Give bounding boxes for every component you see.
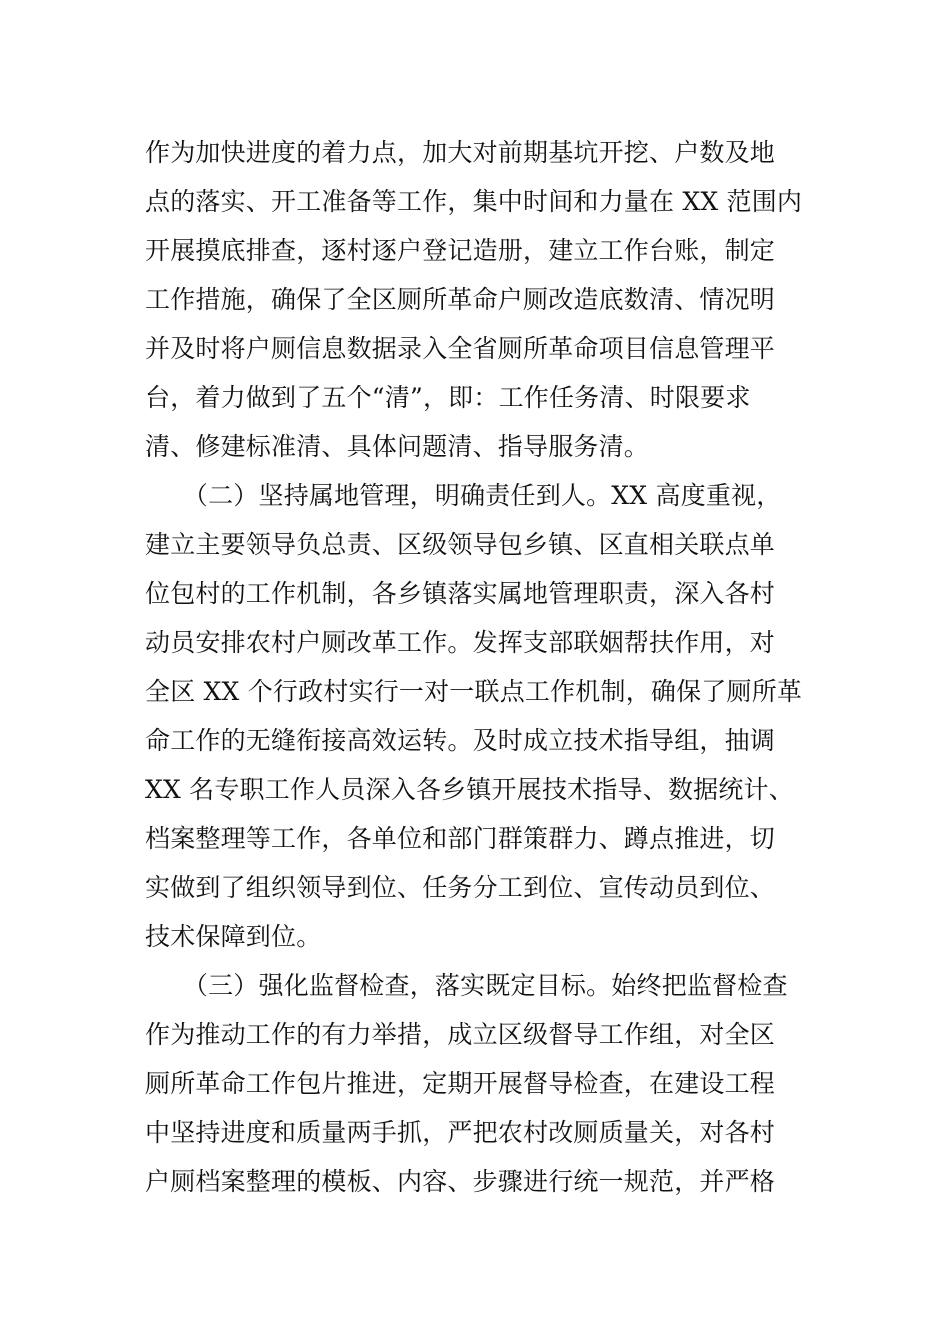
text-line: 点的落实、开工准备等工作，集中时间和力量在 XX 范围内 [145, 187, 803, 216]
text-line: 并及时将户厕信息数据录入全省厕所革命项目信息管理平 [145, 334, 776, 363]
text-line: 户厕档案整理的模板、内容、步骤进行统一规范，并严格 [145, 1167, 776, 1196]
text-line: 中坚持进度和质量两手抓，严把农村改厕质量关，对各村 [145, 1118, 776, 1147]
text-line: XX 名专职工作人员深入各乡镇开展技术指导、数据统计、 [145, 775, 794, 804]
text-line: 命工作的无缝衔接高效运转。及时成立技术指导组，抽调 [145, 726, 776, 755]
text-line: 厕所革命工作包片推进，定期开展督导检查，在建设工程 [145, 1069, 776, 1098]
text-line: 全区 XX 个行政村实行一对一联点工作机制，确保了厕所革 [145, 677, 803, 706]
text-line: 作为加快进度的着力点，加大对前期基坑开挖、户数及地 [145, 138, 776, 167]
text-line: 开展摸底排查，逐村逐户登记造册，建立工作台账，制定 [145, 236, 776, 265]
text-line: 动员安排农村户厕改革工作。发挥支部联姻帮扶作用，对 [145, 628, 776, 657]
body-text [145, 128, 810, 1206]
text-line: 建立主要领导负总责、区级领导包乡镇、区直相关联点单 [145, 530, 776, 559]
text-line: 技术保障到位。 [145, 922, 322, 951]
text-line: 档案整理等工作，各单位和部门群策群力、蹲点推进，切 [145, 824, 776, 853]
section-heading-line: （三）强化监督检查，落实既定目标。始终把监督检查 [145, 971, 788, 1000]
text-line: 工作措施，确保了全区厕所革命户厕改造底数清、情况明 [145, 285, 776, 314]
text-line: 清、修建标准清、具体问题清、指导服务清。 [145, 432, 650, 461]
text-line: 位包村的工作机制，各乡镇落实属地管理职责，深入各村 [145, 579, 776, 608]
text-line: 台，着力做到了五个“清”，即：工作任务清、时限要求 [145, 383, 751, 412]
text-line: 实做到了组织领导到位、任务分工到位、宣传动员到位、 [145, 873, 776, 902]
text-line: 作为推动工作的有力举措，成立区级督导工作组，对全区 [145, 1020, 776, 1049]
section-heading-line: （二）坚持属地管理，明确责任到人。XX 高度重视， [145, 481, 782, 510]
